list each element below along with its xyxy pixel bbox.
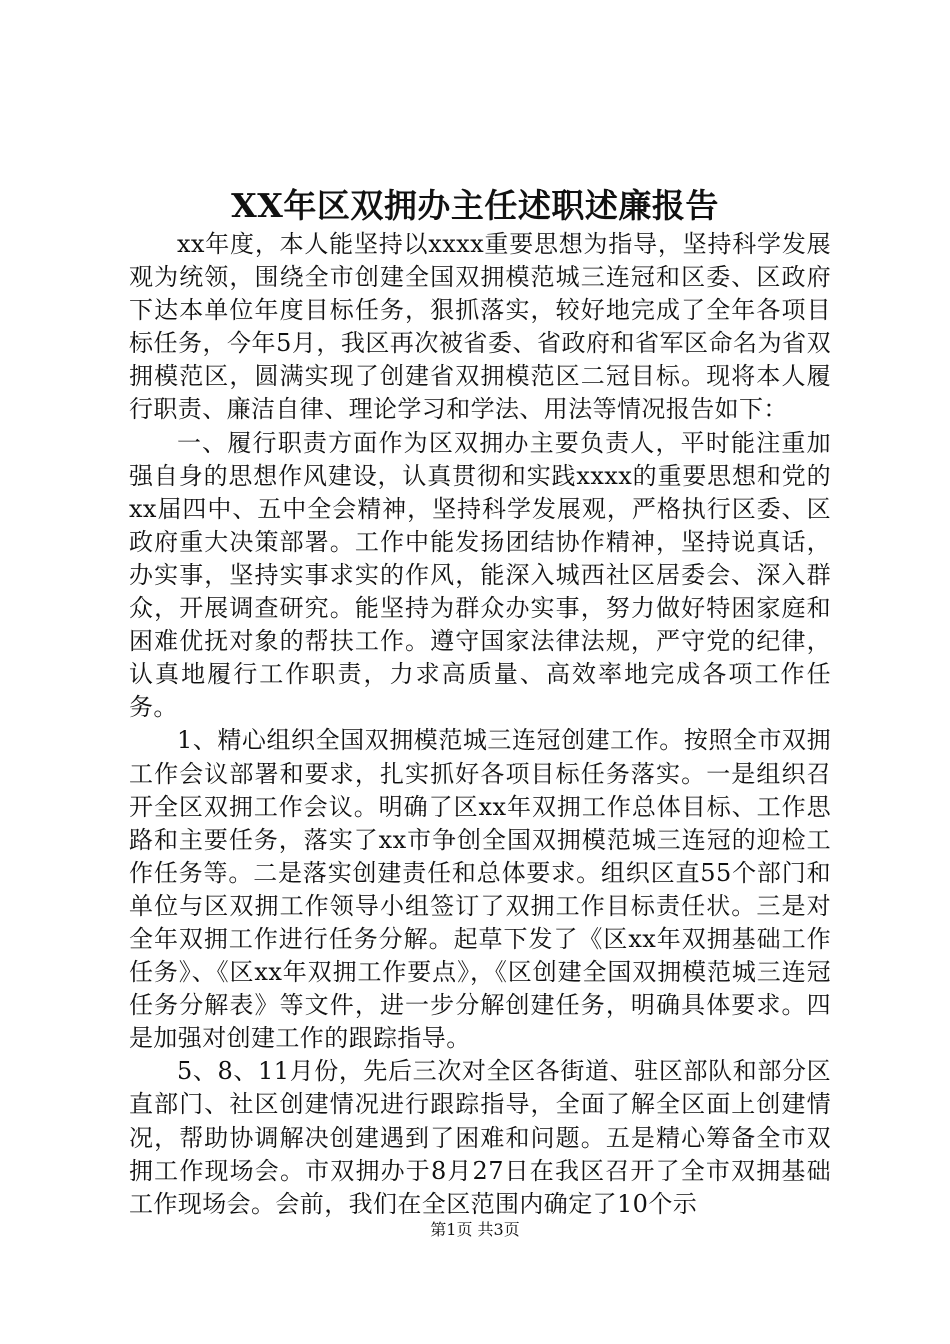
paragraph-tracking: 5、8、11月份，先后三次对全区各街道、驻区部队和部分区直部门、社区创建情况进行跟踪指导，全面了解全区面上创建情况，帮助协调解决创建遇到了困难和问题。五是精心筹备全市双拥工作现场会。市双拥办于8月27日在我区召开了全市双拥基础工作现场会。会前，我们在全区范围内确定了10个示	[129, 1057, 831, 1218]
document-body	[129, 228, 831, 1221]
page-indicator: 第1页 共3页	[430, 1220, 520, 1239]
paragraph-item-1: 1、精心组织全国双拥模范城三连冠创建工作。按照全市双拥工作会议部署和要求，扎实抓好各项目标任务落实。一是组织召开全区双拥工作会议。明确了区xx年双拥工作总体目标、工作思路和主要任务，落实了xx市争创全国双拥模范城三连冠的迎检工作任务等。二是落实创建责任和总体要求。组织区直55个部门和单位与区双拥工作领导小组签订了双拥工作目标责任状。三是对全年双拥工作进行任务分解。起草下发了《区xx年双拥基础工作任务》、《区xx年双拥工作要点》，《区创建全国双拥模范城三连冠任务分解表》等文件，进一步分解创建任务，明确具体要求。四是加强对创建工作的跟踪指导。	[129, 726, 831, 1053]
paragraph-duties: 一、履行职责方面作为区双拥办主要负责人，平时能注重加强自身的思想作风建设，认真贯彻和实践xxxx的重要思想和党的xx届四中、五中全会精神，坚持科学发展观，严格执行区委、区政府重大决策部署。工作中能发扬团结协作精神，坚持说真话，办实事，坚持实事求实的作风，能深入城西社区居委会、深入群众，开展调查研究。能坚持为群众办实事，努力做好特困家庭和困难优抚对象的帮扶工作。遵守国家法律法规，严守党的纪律，认真地履行工作职责，力求高质量、高效率地完成各项工作任务。	[129, 428, 831, 722]
document-title: XX年区双拥办主任述职述廉报告	[231, 186, 719, 225]
paragraph-intro: xx年度，本人能坚持以xxxx重要思想为指导，坚持科学发展观为统领，围绕全市创建全国双拥模范城三连冠和区委、区政府下达本单位年度目标任务，狠抓落实，较好地完成了全年各项目标任务，今年5月，我区再次被省委、省政府和省军区命名为省双拥模范区，圆满实现了创建省双拥模范区二冠目标。现将本人履行职责、廉洁自律、理论学习和学法、用法等情况报告如下：	[129, 230, 831, 424]
